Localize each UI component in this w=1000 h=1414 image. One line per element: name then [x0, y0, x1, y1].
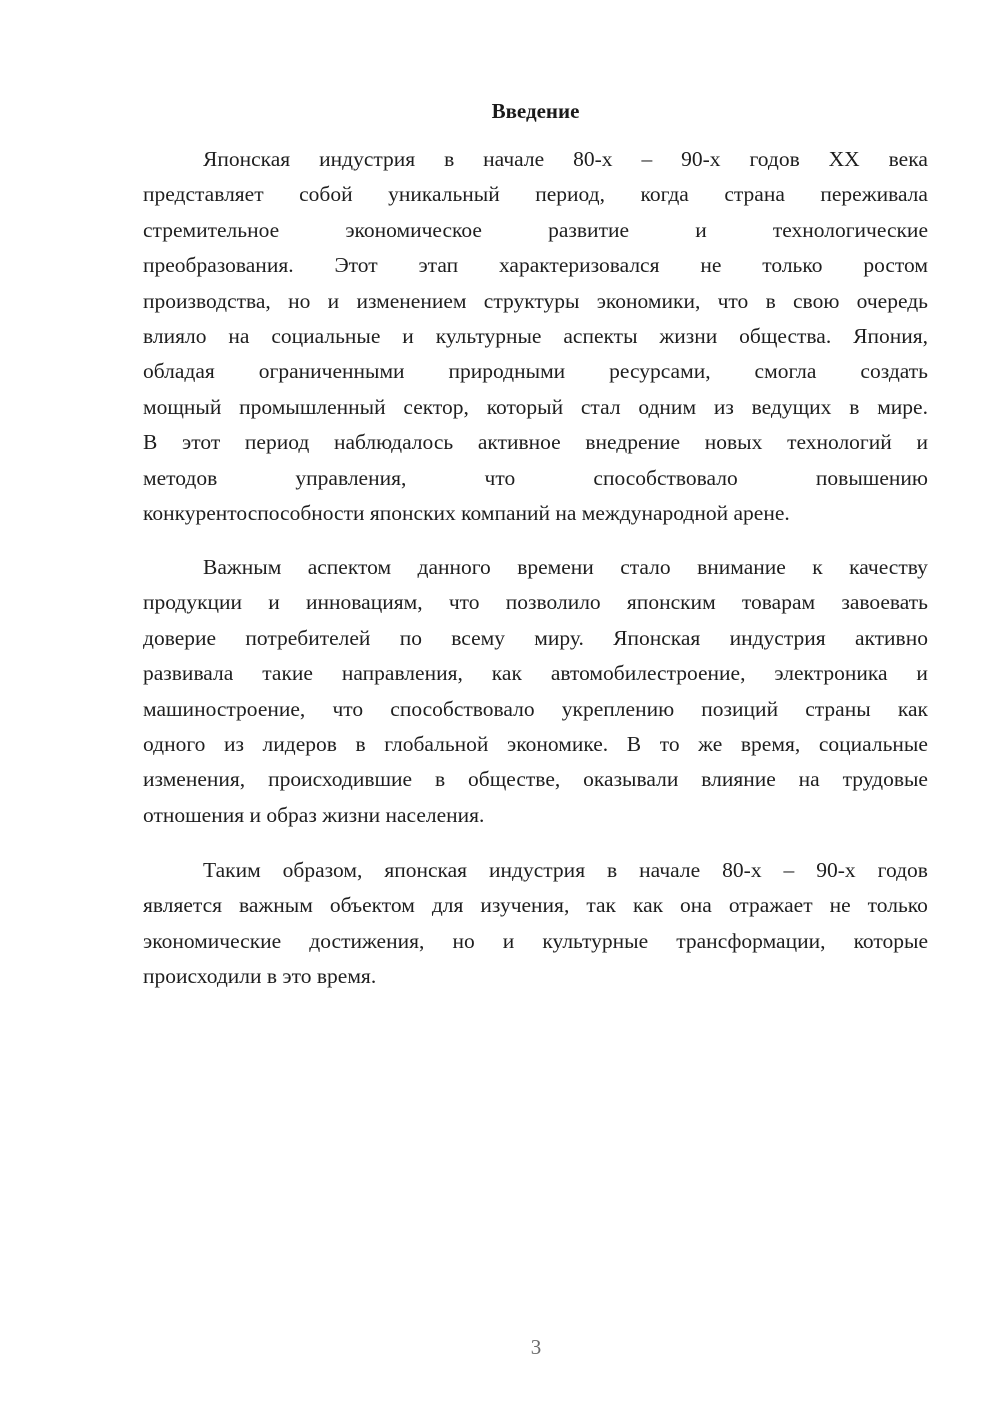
- paragraph-line: отношения и образ жизни населения.: [143, 802, 485, 827]
- paragraph-2: [143, 550, 928, 833]
- paragraph-line: Важным аспектом данного времени стало внимание к качеству: [203, 555, 928, 579]
- paragraph-line: развивала такие направления, как автомобилестроение, электроника и: [143, 661, 928, 686]
- paragraph-line: обладая ограниченными природными ресурсами, смогла создать: [143, 359, 928, 384]
- paragraph-1: [143, 142, 928, 531]
- paragraph-line: методов управления, что способствовало повышению: [143, 465, 928, 490]
- paragraph-line: стремительное экономическое развитие и технологические: [143, 217, 928, 242]
- paragraph-line: машиностроение, что способствовало укреплению позиций страны как: [143, 696, 928, 721]
- section-heading: Введение: [491, 99, 580, 123]
- paragraph-line: доверие потребителей по всему миру. Японская индустрия активно: [143, 625, 928, 650]
- paragraph-line: мощный промышленный сектор, который стал одним из ведущих в мире.: [143, 394, 928, 419]
- paragraph-line: представляет собой уникальный период, когда страна переживала: [143, 182, 928, 207]
- paragraph-line: В этот период наблюдалось активное внедрение новых технологий и: [143, 430, 928, 455]
- paragraph-line: производства, но и изменением структуры экономики, что в свою очередь: [143, 288, 928, 313]
- paragraph-line: Японская индустрия в начале 80-х – 90-х годов XX века: [203, 147, 928, 171]
- paragraph-line: происходили в это время.: [143, 964, 377, 989]
- paragraph-3: [143, 853, 928, 995]
- paragraph-line: является важным объектом для изучения, так как она отражает не только: [143, 893, 928, 918]
- page-number: 3: [530, 1335, 542, 1359]
- paragraph-line: продукции и инновациям, что позволило японским товарам завоевать: [143, 590, 928, 615]
- paragraph-line: преобразования. Этот этап характеризовался не только ростом: [143, 253, 928, 278]
- paragraph-line: изменения, происходившие в обществе, оказывали влияние на трудовые: [143, 767, 928, 792]
- paragraph-line: экономические достижения, но и культурные трансформации, которые: [143, 928, 928, 953]
- paragraph-line: конкурентоспособности японских компаний на международной арене.: [143, 500, 790, 525]
- paragraph-line: Таким образом, японская индустрия в начале 80-х – 90-х годов: [203, 858, 928, 882]
- paragraph-line: влияло на социальные и культурные аспекты жизни общества. Япония,: [143, 323, 928, 348]
- paragraph-line: одного из лидеров в глобальной экономике. В то же время, социальные: [143, 731, 928, 756]
